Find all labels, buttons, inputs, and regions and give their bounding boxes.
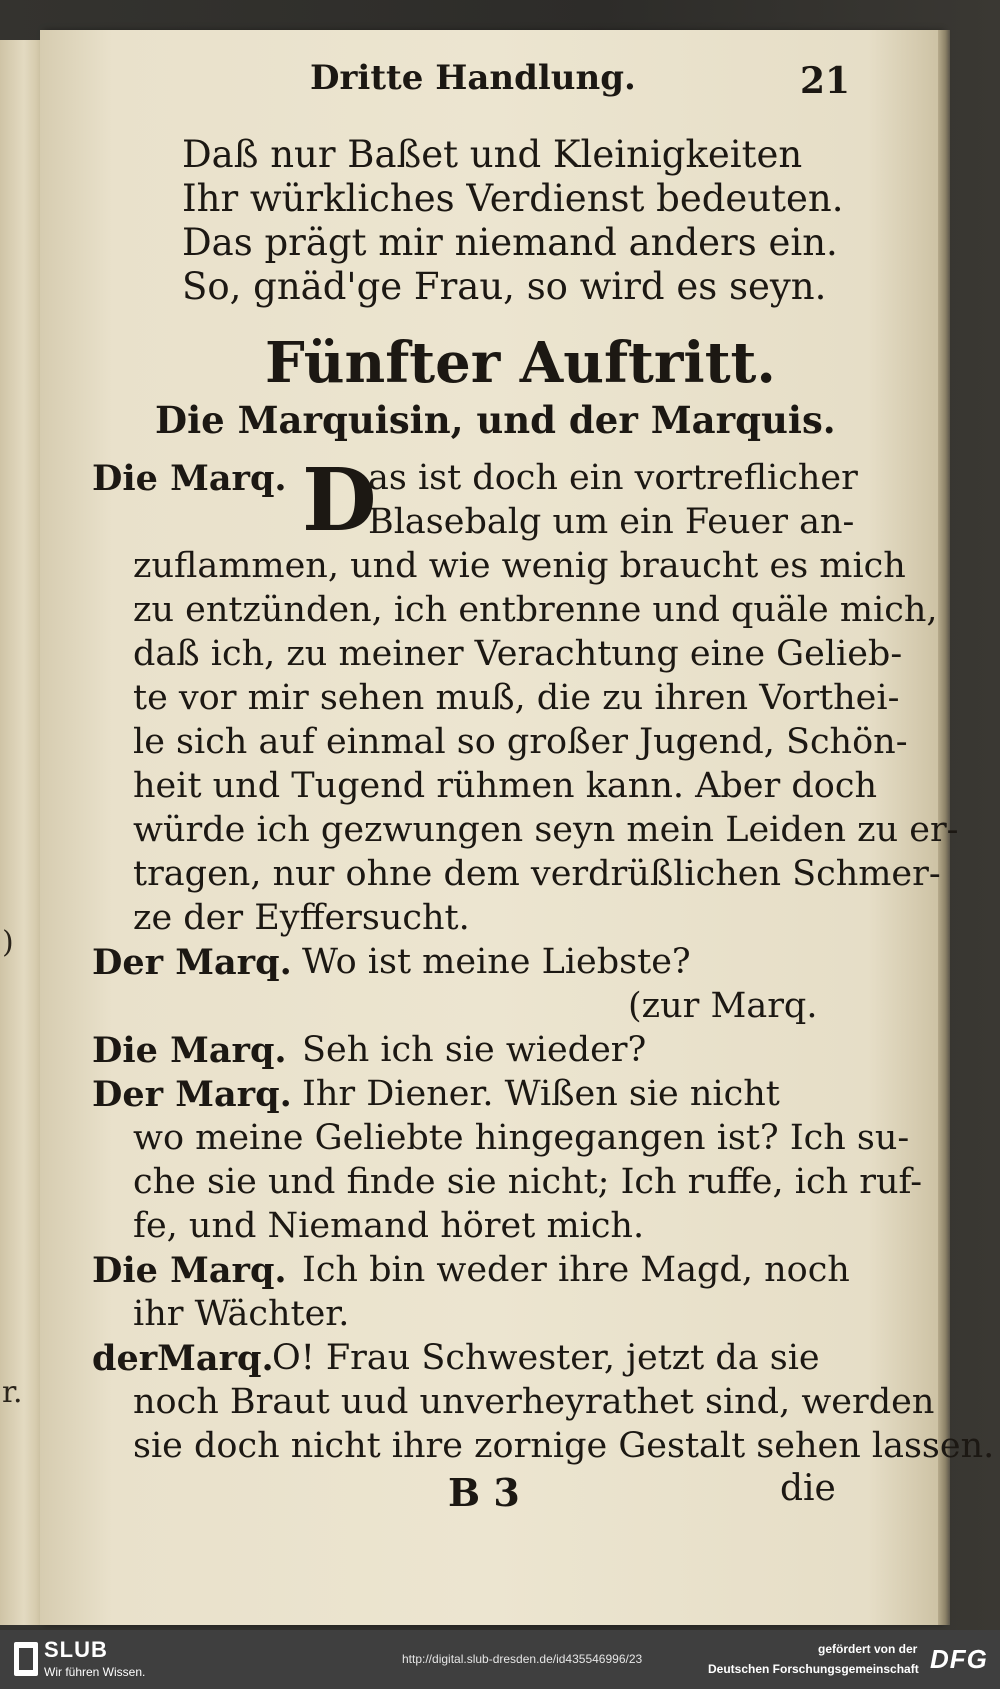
speaker-label: Der Marq. — [92, 942, 292, 983]
viewer-footer-bar — [0, 1630, 1000, 1689]
dialogue-line: Blasebalg um ein Feuer an- — [368, 502, 855, 542]
signature-mark: B 3 — [448, 1470, 520, 1515]
dialogue-line: fe, und Niemand höret mich. — [133, 1206, 645, 1246]
speaker-label: derMarq. — [92, 1338, 274, 1379]
verse-line: Das prägt mir niemand anders ein. — [182, 221, 838, 264]
dialogue-line: che sie und finde sie nicht; Ich ruffe, ich ruf- — [133, 1162, 923, 1202]
scene-title: Fünfter Auftritt. — [265, 330, 776, 396]
dialogue-line: ihr Wächter. — [133, 1294, 350, 1334]
dialogue-line: sie doch nicht ihre zornige Gestalt sehen lassen. — [133, 1426, 995, 1466]
running-head: Dritte Handlung. — [310, 58, 636, 98]
dialogue-line: le sich auf einmal so großer Jugend, Schön- — [133, 722, 908, 762]
library-tagline: Wir führen Wissen. — [44, 1665, 146, 1679]
dialogue-line: daß ich, zu meiner Verachtung eine Gelieb- — [133, 634, 903, 674]
speaker-label: Die Marq. — [92, 1250, 287, 1291]
speaker-label: Die Marq. — [92, 1030, 287, 1071]
speaker-label: Die Marq. — [92, 458, 287, 499]
verse-line: So, gnäd'ge Frau, so wird es seyn. — [182, 265, 827, 308]
verse-line: Ihr würkliches Verdienst bedeuten. — [182, 177, 844, 220]
dialogue-line: as ist doch ein vortreflicher — [368, 458, 858, 498]
dialogue-line: würde ich gezwungen seyn mein Leiden zu er- — [133, 810, 959, 850]
previous-page-mark: ) — [2, 925, 14, 960]
permalink-url[interactable]: http://digital.slub-dresden.de/id435546996/23 — [402, 1652, 643, 1666]
dialogue-line: heit und Tugend rühmen kann. Aber doch — [133, 766, 877, 806]
funding-line: gefördert von der — [818, 1642, 918, 1656]
dialogue-line: Wo ist meine Liebste? — [302, 942, 691, 982]
dialogue-line: zu entzünden, ich entbrenne und quäle mich, — [133, 590, 938, 630]
dialogue-line: wo meine Geliebte hingegangen ist? Ich su- — [133, 1118, 910, 1158]
dialogue-line: te vor mir sehen muß, die zu ihren Vorthei- — [133, 678, 900, 718]
dialogue-line: Ich bin weder ihre Magd, noch — [302, 1250, 850, 1290]
dialogue-line: Seh ich sie wieder? — [302, 1030, 647, 1070]
verse-line: Daß nur Baßet und Kleinigkeiten — [182, 133, 803, 176]
dialogue-line: O! Frau Schwester, jetzt da sie — [272, 1338, 820, 1378]
page-number: 21 — [800, 60, 851, 102]
speaker-label: Der Marq. — [92, 1074, 292, 1115]
slub-logo-icon[interactable] — [14, 1642, 38, 1676]
drop-cap: D — [302, 450, 377, 551]
dialogue-line: noch Braut uud unverheyrathet sind, werden — [133, 1382, 935, 1422]
catchword: die — [780, 1468, 836, 1509]
dialogue-line: zuflammen, und wie wenig braucht es mich — [133, 546, 906, 586]
funding-line: Deutschen Forschungsgemeinschaft — [708, 1662, 919, 1676]
library-name[interactable]: SLUB — [44, 1637, 108, 1662]
previous-page-mark: r. — [2, 1375, 23, 1410]
dialogue-line: ze der Eyffersucht. — [133, 898, 470, 938]
dfg-logo-icon[interactable]: DFG — [930, 1644, 988, 1674]
scene-cast: Die Marquisin, und der Marquis. — [155, 398, 836, 442]
dialogue-line: Ihr Diener. Wißen sie nicht — [302, 1074, 780, 1114]
previous-page-edge — [0, 40, 42, 1625]
stage-direction: (zur Marq. — [628, 986, 818, 1026]
dialogue-line: tragen, nur ohne dem verdrüßlichen Schmer- — [133, 854, 941, 894]
